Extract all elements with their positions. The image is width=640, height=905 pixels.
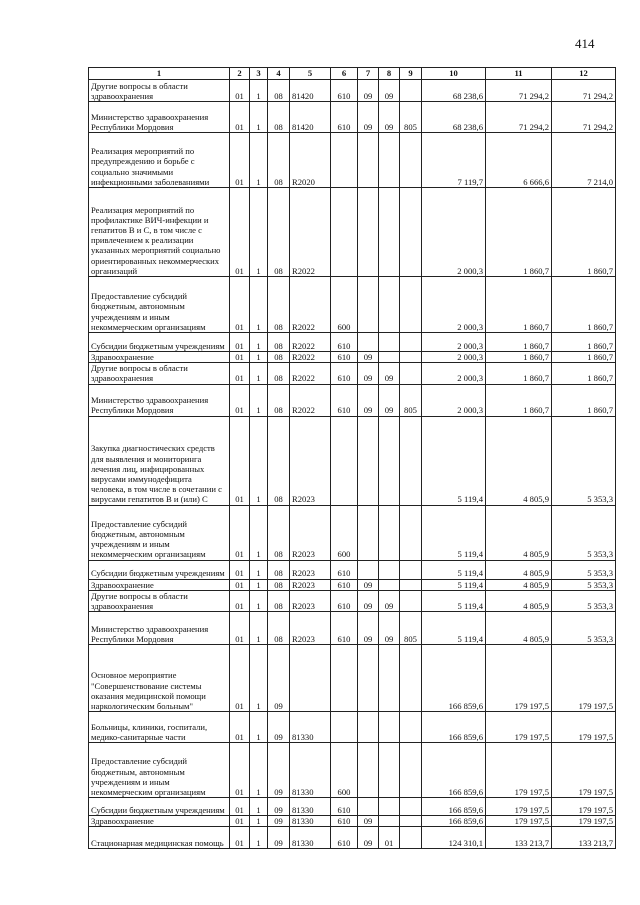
row-name-cell: Основное мероприятие "Совершенствование системы оказания медицинской помощи наркологическим больным" xyxy=(89,645,230,712)
value-cell-c9 xyxy=(400,645,422,712)
row-name-cell: Министерство здравоохранения Республики Мордовия xyxy=(89,384,230,416)
value-cell-c12: 179 197,5 xyxy=(552,645,616,712)
value-cell-c2: 01 xyxy=(230,743,250,798)
value-cell-c11: 1 860,7 xyxy=(486,363,552,384)
value-cell-c12: 7 214,0 xyxy=(552,133,616,188)
value-cell-c11: 179 197,5 xyxy=(486,743,552,798)
value-cell-c2: 01 xyxy=(230,102,250,133)
value-cell-c3: 1 xyxy=(250,560,268,579)
value-cell-c7 xyxy=(358,712,379,743)
row-name-cell: Закупка диагностических средств для выявления и мониторинга лечения лиц, инфицированных вирусами иммунодефицита человека, в том числе в сочетании с вирусами гепатитов В и (или) С xyxy=(89,416,230,505)
value-cell-c10: 166 859,6 xyxy=(422,798,486,816)
value-cell-c11: 1 860,7 xyxy=(486,333,552,352)
table-row xyxy=(89,816,616,827)
row-name-cell: Субсидии бюджетным учреждениям xyxy=(89,560,230,579)
table-row xyxy=(89,188,616,277)
value-cell-c2: 01 xyxy=(230,505,250,560)
budget-table xyxy=(88,67,616,849)
value-cell-c6: 610 xyxy=(331,816,358,827)
value-cell-c10: 68 238,6 xyxy=(422,80,486,102)
value-cell-c7: 09 xyxy=(358,816,379,827)
value-cell-c11: 4 805,9 xyxy=(486,612,552,645)
column-header: 5 xyxy=(290,68,331,80)
value-cell-c3: 1 xyxy=(250,363,268,384)
value-cell-c4: 08 xyxy=(268,333,290,352)
value-cell-c4: 09 xyxy=(268,645,290,712)
value-cell-c10: 2 000,3 xyxy=(422,363,486,384)
value-cell-c5: R2023 xyxy=(290,612,331,645)
value-cell-c2: 01 xyxy=(230,333,250,352)
value-cell-c10: 7 119,7 xyxy=(422,133,486,188)
value-cell-c4: 08 xyxy=(268,505,290,560)
value-cell-c7: 09 xyxy=(358,579,379,590)
row-name-cell: Министерство здравоохранения Республики Мордовия xyxy=(89,102,230,133)
value-cell-c10: 5 119,4 xyxy=(422,505,486,560)
value-cell-c11: 179 197,5 xyxy=(486,798,552,816)
value-cell-c3: 1 xyxy=(250,416,268,505)
value-cell-c4: 09 xyxy=(268,816,290,827)
value-cell-c5 xyxy=(290,645,331,712)
column-header: 6 xyxy=(331,68,358,80)
value-cell-c8 xyxy=(379,560,400,579)
value-cell-c10: 166 859,6 xyxy=(422,816,486,827)
column-header: 12 xyxy=(552,68,616,80)
table-row xyxy=(89,798,616,816)
table-row xyxy=(89,743,616,798)
value-cell-c11: 1 860,7 xyxy=(486,188,552,277)
value-cell-c5: R2023 xyxy=(290,505,331,560)
value-cell-c8 xyxy=(379,352,400,363)
table-row xyxy=(89,612,616,645)
value-cell-c9 xyxy=(400,188,422,277)
value-cell-c7 xyxy=(358,333,379,352)
value-cell-c9 xyxy=(400,505,422,560)
row-name-cell: Здравоохранение xyxy=(89,579,230,590)
value-cell-c6: 600 xyxy=(331,277,358,333)
value-cell-c6: 610 xyxy=(331,798,358,816)
value-cell-c11: 71 294,2 xyxy=(486,80,552,102)
table-row xyxy=(89,80,616,102)
value-cell-c3: 1 xyxy=(250,743,268,798)
value-cell-c2: 01 xyxy=(230,827,250,849)
value-cell-c8 xyxy=(379,645,400,712)
value-cell-c10: 2 000,3 xyxy=(422,352,486,363)
value-cell-c6: 610 xyxy=(331,352,358,363)
value-cell-c2: 01 xyxy=(230,80,250,102)
value-cell-c5: 81330 xyxy=(290,743,331,798)
value-cell-c8 xyxy=(379,579,400,590)
value-cell-c6: 610 xyxy=(331,590,358,611)
value-cell-c12: 71 294,2 xyxy=(552,102,616,133)
value-cell-c10: 166 859,6 xyxy=(422,743,486,798)
value-cell-c4: 08 xyxy=(268,612,290,645)
table-row xyxy=(89,102,616,133)
row-name-cell: Предоставление субсидий бюджетным, автономным учреждениям и иным некоммерческим организациям xyxy=(89,743,230,798)
value-cell-c11: 4 805,9 xyxy=(486,505,552,560)
value-cell-c4: 08 xyxy=(268,384,290,416)
value-cell-c5: R2020 xyxy=(290,133,331,188)
value-cell-c12: 1 860,7 xyxy=(552,188,616,277)
value-cell-c2: 01 xyxy=(230,188,250,277)
value-cell-c8 xyxy=(379,798,400,816)
value-cell-c3: 1 xyxy=(250,80,268,102)
value-cell-c6 xyxy=(331,712,358,743)
value-cell-c7: 09 xyxy=(358,612,379,645)
column-header: 1 xyxy=(89,68,230,80)
value-cell-c9: 805 xyxy=(400,102,422,133)
value-cell-c6: 610 xyxy=(331,827,358,849)
value-cell-c12: 1 860,7 xyxy=(552,363,616,384)
value-cell-c12: 5 353,3 xyxy=(552,590,616,611)
value-cell-c5: R2022 xyxy=(290,333,331,352)
value-cell-c10: 124 310,1 xyxy=(422,827,486,849)
column-header: 2 xyxy=(230,68,250,80)
row-name-cell: Здравоохранение xyxy=(89,816,230,827)
table-row xyxy=(89,416,616,505)
value-cell-c5: R2022 xyxy=(290,277,331,333)
value-cell-c12: 133 213,7 xyxy=(552,827,616,849)
value-cell-c3: 1 xyxy=(250,133,268,188)
value-cell-c12: 179 197,5 xyxy=(552,816,616,827)
value-cell-c8 xyxy=(379,743,400,798)
column-header: 3 xyxy=(250,68,268,80)
value-cell-c2: 01 xyxy=(230,416,250,505)
value-cell-c6: 610 xyxy=(331,80,358,102)
value-cell-c3: 1 xyxy=(250,816,268,827)
value-cell-c12: 179 197,5 xyxy=(552,712,616,743)
value-cell-c4: 08 xyxy=(268,133,290,188)
value-cell-c4: 08 xyxy=(268,416,290,505)
table-row xyxy=(89,363,616,384)
value-cell-c12: 5 353,3 xyxy=(552,560,616,579)
value-cell-c8 xyxy=(379,133,400,188)
column-header: 7 xyxy=(358,68,379,80)
value-cell-c12: 5 353,3 xyxy=(552,612,616,645)
column-header: 11 xyxy=(486,68,552,80)
value-cell-c5: R2022 xyxy=(290,352,331,363)
value-cell-c10: 5 119,4 xyxy=(422,590,486,611)
value-cell-c7 xyxy=(358,743,379,798)
value-cell-c12: 179 197,5 xyxy=(552,798,616,816)
value-cell-c4: 09 xyxy=(268,712,290,743)
value-cell-c10: 68 238,6 xyxy=(422,102,486,133)
value-cell-c6: 610 xyxy=(331,363,358,384)
table-row xyxy=(89,645,616,712)
value-cell-c8 xyxy=(379,333,400,352)
value-cell-c4: 08 xyxy=(268,363,290,384)
value-cell-c4: 08 xyxy=(268,102,290,133)
row-name-cell: Предоставление субсидий бюджетным, автономным учреждениям и иным некоммерческим организациям xyxy=(89,505,230,560)
value-cell-c4: 08 xyxy=(268,590,290,611)
value-cell-c11: 1 860,7 xyxy=(486,277,552,333)
value-cell-c9 xyxy=(400,743,422,798)
value-cell-c6 xyxy=(331,645,358,712)
value-cell-c8 xyxy=(379,277,400,333)
value-cell-c7 xyxy=(358,277,379,333)
row-name-cell: Другие вопросы в области здравоохранения xyxy=(89,80,230,102)
value-cell-c2: 01 xyxy=(230,579,250,590)
value-cell-c8: 09 xyxy=(379,384,400,416)
value-cell-c6: 600 xyxy=(331,743,358,798)
value-cell-c7: 09 xyxy=(358,590,379,611)
table-row xyxy=(89,590,616,611)
value-cell-c11: 6 666,6 xyxy=(486,133,552,188)
value-cell-c9: 805 xyxy=(400,384,422,416)
value-cell-c10: 2 000,3 xyxy=(422,384,486,416)
value-cell-c10: 5 119,4 xyxy=(422,612,486,645)
value-cell-c3: 1 xyxy=(250,352,268,363)
value-cell-c9: 805 xyxy=(400,612,422,645)
value-cell-c2: 01 xyxy=(230,384,250,416)
value-cell-c2: 01 xyxy=(230,590,250,611)
table-row xyxy=(89,505,616,560)
column-header: 9 xyxy=(400,68,422,80)
value-cell-c10: 2 000,3 xyxy=(422,277,486,333)
value-cell-c11: 179 197,5 xyxy=(486,816,552,827)
value-cell-c6: 610 xyxy=(331,384,358,416)
value-cell-c11: 133 213,7 xyxy=(486,827,552,849)
value-cell-c2: 01 xyxy=(230,612,250,645)
value-cell-c12: 71 294,2 xyxy=(552,80,616,102)
value-cell-c11: 1 860,7 xyxy=(486,384,552,416)
column-header: 8 xyxy=(379,68,400,80)
value-cell-c9 xyxy=(400,579,422,590)
value-cell-c5: 81420 xyxy=(290,102,331,133)
row-name-cell: Больницы, клиники, госпитали, медико-санитарные части xyxy=(89,712,230,743)
value-cell-c4: 08 xyxy=(268,277,290,333)
value-cell-c11: 4 805,9 xyxy=(486,579,552,590)
value-cell-c12: 1 860,7 xyxy=(552,352,616,363)
value-cell-c8: 09 xyxy=(379,612,400,645)
value-cell-c7 xyxy=(358,188,379,277)
value-cell-c11: 71 294,2 xyxy=(486,102,552,133)
value-cell-c8 xyxy=(379,505,400,560)
table-row xyxy=(89,133,616,188)
value-cell-c3: 1 xyxy=(250,102,268,133)
value-cell-c6 xyxy=(331,416,358,505)
value-cell-c5: 81330 xyxy=(290,712,331,743)
value-cell-c10: 166 859,6 xyxy=(422,712,486,743)
value-cell-c9 xyxy=(400,352,422,363)
value-cell-c2: 01 xyxy=(230,277,250,333)
value-cell-c4: 08 xyxy=(268,579,290,590)
value-cell-c3: 1 xyxy=(250,579,268,590)
row-name-cell: Министерство здравоохранения Республики Мордовия xyxy=(89,612,230,645)
value-cell-c3: 1 xyxy=(250,798,268,816)
value-cell-c9 xyxy=(400,712,422,743)
value-cell-c9 xyxy=(400,816,422,827)
value-cell-c2: 01 xyxy=(230,133,250,188)
column-header: 4 xyxy=(268,68,290,80)
value-cell-c5: R2022 xyxy=(290,363,331,384)
value-cell-c6: 610 xyxy=(331,612,358,645)
value-cell-c7: 09 xyxy=(358,827,379,849)
value-cell-c5: R2022 xyxy=(290,384,331,416)
row-name-cell: Предоставление субсидий бюджетным, автономным учреждениям и иным некоммерческим организациям xyxy=(89,277,230,333)
value-cell-c4: 08 xyxy=(268,560,290,579)
value-cell-c8 xyxy=(379,188,400,277)
value-cell-c10: 5 119,4 xyxy=(422,579,486,590)
value-cell-c11: 4 805,9 xyxy=(486,590,552,611)
value-cell-c8: 01 xyxy=(379,827,400,849)
row-name-cell: Реализация мероприятий по профилактике ВИЧ-инфекции и гепатитов В и С, в том числе с привлечением к реализации указанных мероприятий социально ориентированных некоммерческих организаций xyxy=(89,188,230,277)
value-cell-c10: 2 000,3 xyxy=(422,188,486,277)
value-cell-c3: 1 xyxy=(250,333,268,352)
value-cell-c3: 1 xyxy=(250,590,268,611)
table-row xyxy=(89,352,616,363)
value-cell-c11: 1 860,7 xyxy=(486,352,552,363)
row-name-cell: Другие вопросы в области здравоохранения xyxy=(89,590,230,611)
value-cell-c2: 01 xyxy=(230,798,250,816)
value-cell-c3: 1 xyxy=(250,505,268,560)
value-cell-c4: 09 xyxy=(268,743,290,798)
table-row xyxy=(89,333,616,352)
value-cell-c9 xyxy=(400,590,422,611)
value-cell-c5: R2023 xyxy=(290,416,331,505)
value-cell-c10: 166 859,6 xyxy=(422,645,486,712)
value-cell-c12: 5 353,3 xyxy=(552,505,616,560)
value-cell-c4: 09 xyxy=(268,798,290,816)
value-cell-c5: R2023 xyxy=(290,560,331,579)
value-cell-c6: 600 xyxy=(331,505,358,560)
value-cell-c6: 610 xyxy=(331,102,358,133)
value-cell-c4: 08 xyxy=(268,80,290,102)
row-name-cell: Стационарная медицинская помощь xyxy=(89,827,230,849)
value-cell-c8 xyxy=(379,712,400,743)
value-cell-c12: 179 197,5 xyxy=(552,743,616,798)
value-cell-c6: 610 xyxy=(331,560,358,579)
value-cell-c7 xyxy=(358,416,379,505)
table-row xyxy=(89,579,616,590)
value-cell-c7: 09 xyxy=(358,363,379,384)
value-cell-c2: 01 xyxy=(230,560,250,579)
value-cell-c2: 01 xyxy=(230,352,250,363)
table-header-row xyxy=(89,68,616,80)
value-cell-c12: 1 860,7 xyxy=(552,384,616,416)
value-cell-c2: 01 xyxy=(230,645,250,712)
value-cell-c10: 2 000,3 xyxy=(422,333,486,352)
value-cell-c7: 09 xyxy=(358,384,379,416)
value-cell-c12: 1 860,7 xyxy=(552,277,616,333)
value-cell-c5: R2023 xyxy=(290,579,331,590)
value-cell-c12: 5 353,3 xyxy=(552,579,616,590)
value-cell-c5: 81330 xyxy=(290,816,331,827)
value-cell-c9 xyxy=(400,560,422,579)
value-cell-c5: R2023 xyxy=(290,590,331,611)
value-cell-c9 xyxy=(400,416,422,505)
row-name-cell: Другие вопросы в области здравоохранения xyxy=(89,363,230,384)
value-cell-c6 xyxy=(331,133,358,188)
value-cell-c3: 1 xyxy=(250,277,268,333)
value-cell-c2: 01 xyxy=(230,363,250,384)
value-cell-c9 xyxy=(400,798,422,816)
value-cell-c9 xyxy=(400,133,422,188)
value-cell-c7: 09 xyxy=(358,102,379,133)
value-cell-c7 xyxy=(358,505,379,560)
value-cell-c8: 09 xyxy=(379,590,400,611)
value-cell-c8: 09 xyxy=(379,363,400,384)
value-cell-c7 xyxy=(358,560,379,579)
value-cell-c10: 5 119,4 xyxy=(422,560,486,579)
value-cell-c9 xyxy=(400,363,422,384)
row-name-cell: Субсидии бюджетным учреждениям xyxy=(89,333,230,352)
value-cell-c5: R2022 xyxy=(290,188,331,277)
value-cell-c11: 4 805,9 xyxy=(486,560,552,579)
value-cell-c3: 1 xyxy=(250,645,268,712)
value-cell-c11: 179 197,5 xyxy=(486,645,552,712)
value-cell-c7 xyxy=(358,798,379,816)
value-cell-c7 xyxy=(358,133,379,188)
value-cell-c9 xyxy=(400,827,422,849)
page-number: 414 xyxy=(575,36,595,51)
value-cell-c2: 01 xyxy=(230,816,250,827)
value-cell-c4: 08 xyxy=(268,352,290,363)
row-name-cell: Здравоохранение xyxy=(89,352,230,363)
value-cell-c6 xyxy=(331,188,358,277)
table-row xyxy=(89,827,616,849)
value-cell-c5: 81420 xyxy=(290,80,331,102)
value-cell-c4: 09 xyxy=(268,827,290,849)
table-row xyxy=(89,277,616,333)
value-cell-c8: 09 xyxy=(379,80,400,102)
table-row xyxy=(89,712,616,743)
value-cell-c4: 08 xyxy=(268,188,290,277)
value-cell-c3: 1 xyxy=(250,827,268,849)
value-cell-c3: 1 xyxy=(250,612,268,645)
value-cell-c5: 81330 xyxy=(290,827,331,849)
value-cell-c7: 09 xyxy=(358,352,379,363)
column-header: 10 xyxy=(422,68,486,80)
value-cell-c8 xyxy=(379,416,400,505)
value-cell-c10: 5 119,4 xyxy=(422,416,486,505)
value-cell-c5: 81330 xyxy=(290,798,331,816)
value-cell-c3: 1 xyxy=(250,384,268,416)
value-cell-c7 xyxy=(358,645,379,712)
value-cell-c8 xyxy=(379,816,400,827)
value-cell-c3: 1 xyxy=(250,188,268,277)
row-name-cell: Субсидии бюджетным учреждениям xyxy=(89,798,230,816)
value-cell-c12: 5 353,3 xyxy=(552,416,616,505)
table-row xyxy=(89,560,616,579)
value-cell-c8: 09 xyxy=(379,102,400,133)
value-cell-c9 xyxy=(400,277,422,333)
value-cell-c9 xyxy=(400,80,422,102)
value-cell-c3: 1 xyxy=(250,712,268,743)
value-cell-c12: 1 860,7 xyxy=(552,333,616,352)
value-cell-c6: 610 xyxy=(331,579,358,590)
value-cell-c2: 01 xyxy=(230,712,250,743)
value-cell-c6: 610 xyxy=(331,333,358,352)
value-cell-c9 xyxy=(400,333,422,352)
value-cell-c7: 09 xyxy=(358,80,379,102)
row-name-cell: Реализация мероприятий по предупреждению и борьбе с социально значимыми инфекционными заболеваниями xyxy=(89,133,230,188)
table-row xyxy=(89,384,616,416)
value-cell-c11: 4 805,9 xyxy=(486,416,552,505)
value-cell-c11: 179 197,5 xyxy=(486,712,552,743)
